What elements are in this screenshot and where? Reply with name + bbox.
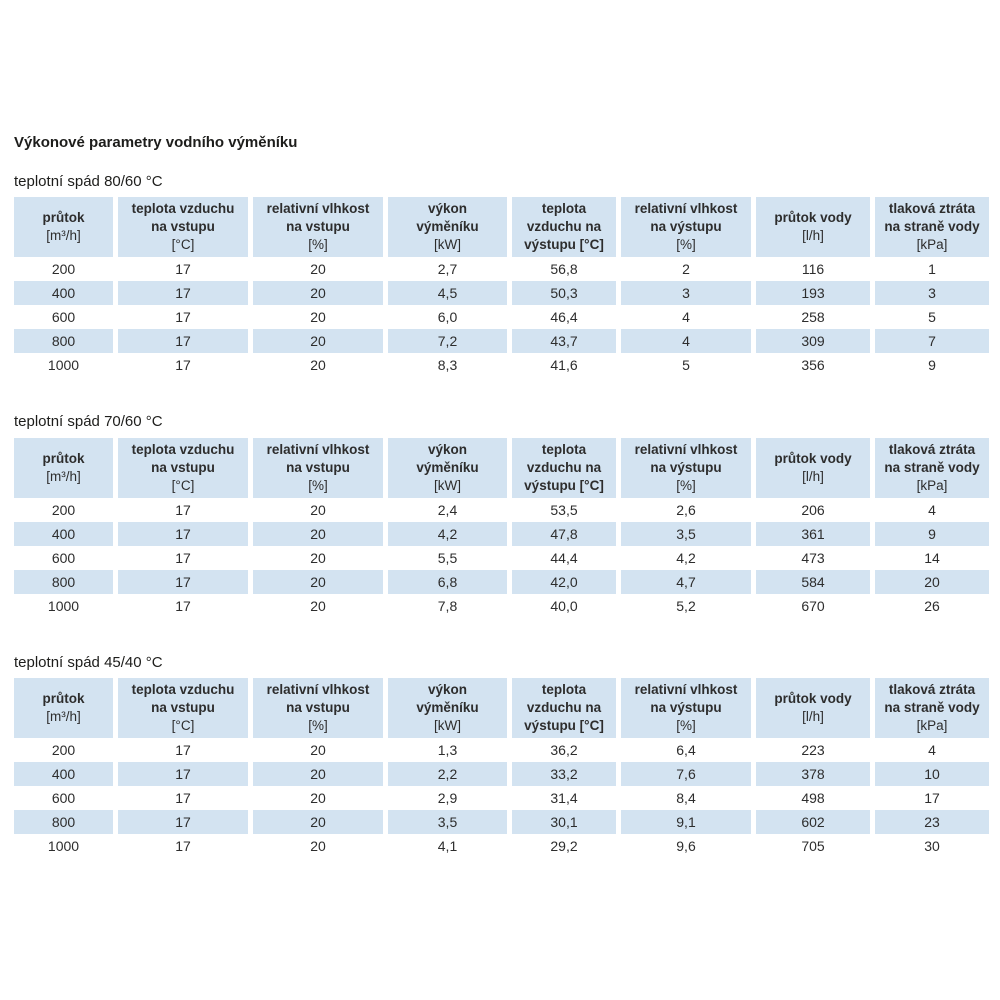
column-header-label: průtok	[42, 691, 85, 706]
table-cell: 2,7	[388, 257, 507, 281]
data-table	[14, 197, 989, 377]
table-cell: 9	[875, 353, 989, 377]
table-cell: 40,0	[512, 594, 616, 618]
table-cell: 41,6	[512, 353, 616, 377]
column-header-label: na straně vody	[884, 700, 980, 715]
table-cell: 17	[118, 786, 248, 810]
table-cell: 20	[253, 786, 383, 810]
column-header-label: teplota	[541, 201, 587, 216]
table-cell: 6,4	[621, 738, 751, 762]
table-cell: 6,8	[388, 570, 507, 594]
table-cell: 1000	[14, 834, 113, 858]
column-header-label: výkon	[427, 682, 468, 697]
page-title: Výkonové parametry vodního výměníku	[14, 134, 298, 151]
data-table	[14, 678, 989, 858]
column-header-label: teplota vzduchu	[131, 682, 235, 697]
table-cell: 9	[875, 522, 989, 546]
table-cell: 20	[875, 570, 989, 594]
column-header-label: průtok vody	[774, 691, 852, 706]
table-cell: 44,4	[512, 546, 616, 570]
table-cell: 47,8	[512, 522, 616, 546]
column-header-label: výstupu [°C]	[524, 477, 604, 493]
column-header-unit: [kW]	[434, 718, 461, 733]
table-cell: 20	[253, 257, 383, 281]
table-cell: 4	[875, 498, 989, 522]
table-cell: 17	[118, 834, 248, 858]
table-cell: 200	[14, 498, 113, 522]
table-cell: 50,3	[512, 281, 616, 305]
table-cell: 17	[118, 498, 248, 522]
column-header-cell	[388, 438, 507, 498]
table-cell: 400	[14, 281, 113, 305]
column-header-cell	[512, 197, 616, 257]
column-header-cell	[756, 678, 870, 738]
table-cell: 33,2	[512, 762, 616, 786]
column-header-label: vzduchu na	[526, 219, 602, 234]
column-header-label: výkon	[427, 201, 468, 216]
column-header-cell	[388, 678, 507, 738]
data-table	[14, 438, 989, 618]
column-header-cell	[512, 438, 616, 498]
table-cell: 20	[253, 353, 383, 377]
column-header-label: relativní vlhkost	[634, 441, 738, 457]
table-cell: 17	[118, 570, 248, 594]
table-cell: 20	[253, 594, 383, 618]
column-header-cell	[118, 678, 248, 738]
table-cell: 20	[253, 305, 383, 329]
column-header-label: na vstupu	[286, 219, 350, 234]
column-header-label: vzduchu na	[526, 459, 602, 475]
table-cell: 200	[14, 738, 113, 762]
table-cell: 600	[14, 305, 113, 329]
table-cell: 6,0	[388, 305, 507, 329]
column-header-label: relativní vlhkost	[266, 682, 370, 697]
table-cell: 258	[756, 305, 870, 329]
column-header-unit: [kW]	[434, 477, 461, 493]
column-header-label: vzduchu na	[526, 700, 602, 715]
table-cell: 2	[621, 257, 751, 281]
table-cell: 584	[756, 570, 870, 594]
table-cell: 17	[118, 594, 248, 618]
column-header-label: výměníku	[416, 219, 479, 234]
column-header-label: výkon	[427, 441, 468, 457]
table-cell: 1,3	[388, 738, 507, 762]
column-header-label: teplota	[541, 441, 587, 457]
table-cell: 5,2	[621, 594, 751, 618]
table-cell: 4	[875, 738, 989, 762]
column-header-unit: [l/h]	[802, 709, 824, 724]
column-header-cell	[118, 438, 248, 498]
table-cell: 800	[14, 570, 113, 594]
table-cell: 361	[756, 522, 870, 546]
column-header-label: výstupu [°C]	[524, 237, 604, 252]
table-cell: 20	[253, 546, 383, 570]
column-header-cell	[253, 678, 383, 738]
table-cell: 378	[756, 762, 870, 786]
table-cell: 17	[118, 810, 248, 834]
table-cell: 4,2	[388, 522, 507, 546]
column-header-unit: [m³/h]	[46, 228, 81, 243]
column-header-unit: [kW]	[434, 237, 461, 252]
table-cell: 20	[253, 834, 383, 858]
column-header-label: teplota	[541, 682, 587, 697]
table-cell: 56,8	[512, 257, 616, 281]
column-header-label: relativní vlhkost	[266, 201, 370, 216]
column-header-cell	[118, 197, 248, 257]
column-header-unit: [%]	[308, 237, 328, 252]
table-cell: 602	[756, 810, 870, 834]
column-header-cell	[14, 197, 113, 257]
table-cell: 200	[14, 257, 113, 281]
table-cell: 4	[621, 329, 751, 353]
column-header-label: na straně vody	[884, 219, 980, 234]
column-header-label: výměníku	[416, 459, 479, 475]
column-header-cell	[756, 438, 870, 498]
column-header-label: relativní vlhkost	[634, 201, 738, 216]
table-cell: 53,5	[512, 498, 616, 522]
table-cell: 31,4	[512, 786, 616, 810]
table-cell: 30	[875, 834, 989, 858]
table-cell: 17	[118, 522, 248, 546]
column-header-label: na výstupu	[650, 219, 722, 234]
column-header-cell	[875, 438, 989, 498]
table-cell: 23	[875, 810, 989, 834]
column-header-unit: [l/h]	[802, 228, 824, 243]
table-cell: 36,2	[512, 738, 616, 762]
table-cell: 4,7	[621, 570, 751, 594]
column-header-cell	[621, 678, 751, 738]
column-header-label: výměníku	[416, 700, 479, 715]
table-cell: 26	[875, 594, 989, 618]
column-header-unit: [°C]	[171, 237, 195, 252]
table-cell: 4	[621, 305, 751, 329]
table-cell: 705	[756, 834, 870, 858]
table-cell: 5	[875, 305, 989, 329]
column-header-label: na vstupu	[151, 459, 215, 475]
table-cell: 7,2	[388, 329, 507, 353]
table-cell: 20	[253, 762, 383, 786]
table-cell: 17	[118, 281, 248, 305]
section-subtitle: teplotní spád 70/60 °C	[14, 413, 163, 430]
table-cell: 17	[118, 546, 248, 570]
table-cell: 9,6	[621, 834, 751, 858]
table-cell: 473	[756, 546, 870, 570]
table-cell: 670	[756, 594, 870, 618]
table-cell: 20	[253, 329, 383, 353]
column-header-label: na straně vody	[884, 459, 980, 475]
column-header-label: na vstupu	[286, 700, 350, 715]
table-cell: 20	[253, 522, 383, 546]
table-cell: 46,4	[512, 305, 616, 329]
table-cell: 206	[756, 498, 870, 522]
table-cell: 5,5	[388, 546, 507, 570]
table-cell: 3,5	[621, 522, 751, 546]
table-cell: 3,5	[388, 810, 507, 834]
column-header-cell	[388, 197, 507, 257]
column-header-label: na výstupu	[650, 700, 722, 715]
column-header-cell	[14, 438, 113, 498]
table-cell: 2,2	[388, 762, 507, 786]
column-header-cell	[621, 438, 751, 498]
column-header-cell	[512, 678, 616, 738]
column-header-label: na vstupu	[151, 700, 215, 715]
section-subtitle: teplotní spád 80/60 °C	[14, 172, 163, 190]
table-cell: 5	[621, 353, 751, 377]
table-cell: 8,4	[621, 786, 751, 810]
table-cell: 800	[14, 810, 113, 834]
table-cell: 116	[756, 257, 870, 281]
table-cell: 20	[253, 810, 383, 834]
table-cell: 20	[253, 570, 383, 594]
table-cell: 2,4	[388, 498, 507, 522]
table-cell: 223	[756, 738, 870, 762]
table-cell: 193	[756, 281, 870, 305]
column-header-label: teplota vzduchu	[131, 441, 235, 457]
column-header-label: průtok	[42, 450, 85, 466]
column-header-label: tlaková ztráta	[888, 682, 976, 697]
column-header-unit: [%]	[676, 477, 696, 493]
table-cell: 14	[875, 546, 989, 570]
section-temperature-gradient-45-40	[14, 655, 989, 859]
column-header-unit: [m³/h]	[46, 709, 81, 724]
column-header-label: relativní vlhkost	[266, 441, 370, 457]
table-cell: 400	[14, 522, 113, 546]
table-cell: 4,2	[621, 546, 751, 570]
table-cell: 43,7	[512, 329, 616, 353]
column-header-unit: [°C]	[171, 477, 195, 493]
table-cell: 600	[14, 786, 113, 810]
column-header-unit: [°C]	[171, 718, 195, 733]
column-header-cell	[875, 678, 989, 738]
table-cell: 7,6	[621, 762, 751, 786]
column-header-cell	[253, 197, 383, 257]
table-cell: 356	[756, 353, 870, 377]
column-header-label: teplota vzduchu	[131, 201, 235, 216]
table-cell: 2,9	[388, 786, 507, 810]
column-header-label: výstupu [°C]	[524, 718, 604, 733]
table-cell: 17	[118, 738, 248, 762]
table-cell: 17	[875, 786, 989, 810]
column-header-label: na vstupu	[151, 219, 215, 234]
column-header-unit: [%]	[676, 237, 696, 252]
table-cell: 7,8	[388, 594, 507, 618]
column-header-label: průtok	[42, 210, 85, 225]
column-header-cell	[253, 438, 383, 498]
section-subtitle: teplotní spád 45/40 °C	[14, 653, 163, 671]
table-cell: 1	[875, 257, 989, 281]
column-header-label: průtok vody	[774, 450, 852, 466]
table-cell: 4,5	[388, 281, 507, 305]
table-cell: 17	[118, 305, 248, 329]
column-header-label: průtok vody	[774, 210, 852, 225]
column-header-label: na vstupu	[286, 459, 350, 475]
section-temperature-gradient-70-60	[14, 414, 989, 618]
table-cell: 3	[875, 281, 989, 305]
table-cell: 17	[118, 762, 248, 786]
table-cell: 3	[621, 281, 751, 305]
column-header-label: tlaková ztráta	[888, 441, 976, 457]
table-cell: 10	[875, 762, 989, 786]
column-header-cell	[875, 197, 989, 257]
table-cell: 400	[14, 762, 113, 786]
section-temperature-gradient-80-60	[14, 174, 989, 378]
column-header-unit: [kPa]	[916, 237, 948, 252]
column-header-unit: [%]	[676, 718, 696, 733]
table-cell: 29,2	[512, 834, 616, 858]
table-cell: 42,0	[512, 570, 616, 594]
table-cell: 20	[253, 498, 383, 522]
column-header-label: na výstupu	[650, 459, 722, 475]
table-cell: 30,1	[512, 810, 616, 834]
table-cell: 17	[118, 353, 248, 377]
table-cell: 17	[118, 329, 248, 353]
table-cell: 4,1	[388, 834, 507, 858]
table-cell: 498	[756, 786, 870, 810]
table-cell: 9,1	[621, 810, 751, 834]
column-header-unit: [l/h]	[802, 468, 824, 484]
column-header-cell	[621, 197, 751, 257]
table-cell: 1000	[14, 353, 113, 377]
column-header-unit: [%]	[308, 477, 328, 493]
table-cell: 17	[118, 257, 248, 281]
column-header-unit: [kPa]	[916, 718, 948, 733]
column-header-unit: [%]	[308, 718, 328, 733]
table-cell: 309	[756, 329, 870, 353]
column-header-label: tlaková ztráta	[888, 201, 976, 216]
table-cell: 1000	[14, 594, 113, 618]
column-header-label: relativní vlhkost	[634, 682, 738, 697]
column-header-unit: [kPa]	[916, 477, 948, 493]
table-cell: 800	[14, 329, 113, 353]
column-header-cell	[756, 197, 870, 257]
table-cell: 8,3	[388, 353, 507, 377]
table-cell: 20	[253, 738, 383, 762]
column-header-unit: [m³/h]	[46, 468, 81, 484]
column-header-cell	[14, 678, 113, 738]
table-cell: 20	[253, 281, 383, 305]
table-cell: 7	[875, 329, 989, 353]
table-cell: 2,6	[621, 498, 751, 522]
table-cell: 600	[14, 546, 113, 570]
